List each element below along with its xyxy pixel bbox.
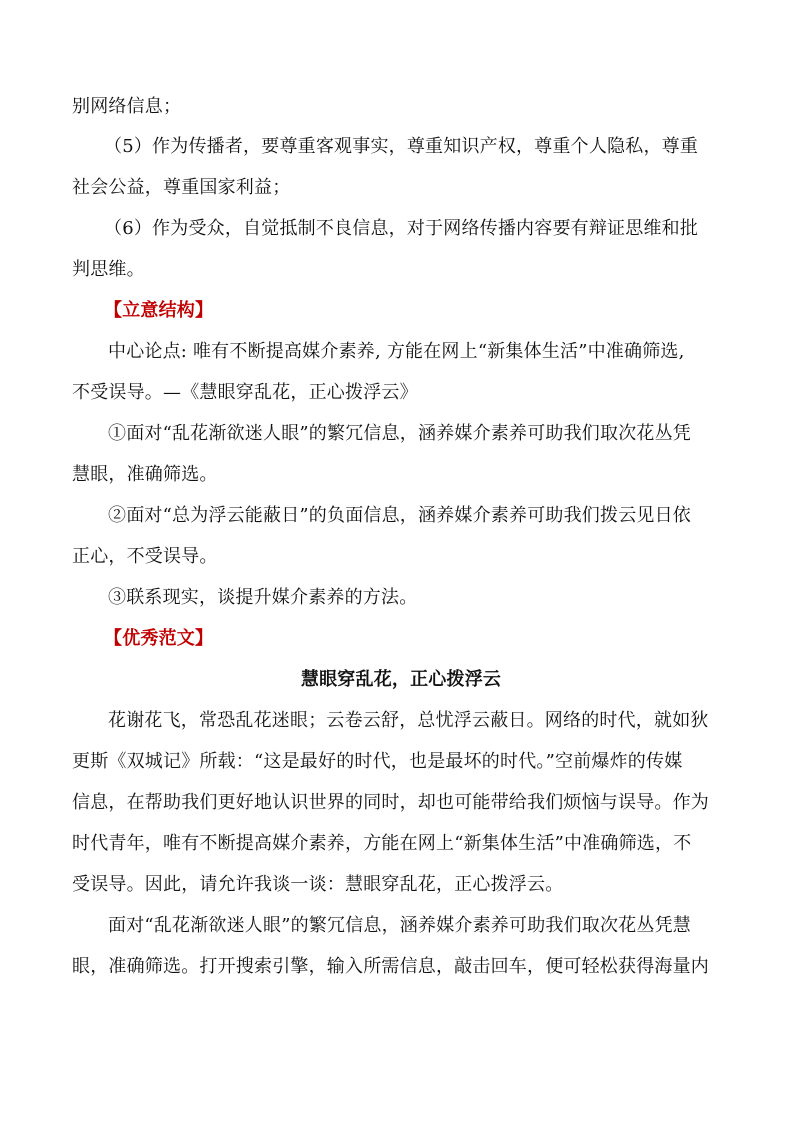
text-line: ②面对“总为浮云能蔽日”的负面信息，涵养媒介素养可助我们拨云见日依 (108, 505, 692, 526)
text-line: （5）作为传播者，要尊重客观事实，尊重知识产权，尊重个人隐私，尊重 (104, 136, 699, 157)
text-line: 花谢花飞，常恐乱花迷眼；云卷云舒，总忧浮云蔽日。网络的时代，就如狄 (108, 710, 709, 731)
essay-title: 慧眼穿乱花，正心拨浮云 (300, 669, 502, 690)
text-line: 眼，准确筛选。打开搜索引擎，输入所需信息，敲击回车，便可轻松获得海量内 (72, 956, 709, 977)
text-line: 别网络信息； (72, 96, 182, 117)
text-line: （6）作为受众，自觉抵制不良信息，对于网络传播内容要有辩证思维和批 (104, 218, 699, 239)
text-line: 慧眼，准确筛选。 (72, 464, 218, 485)
text-line: 更斯《双城记》所载：“这是最好的时代，也是最坏的时代。”空前爆炸的传媒 (72, 751, 683, 772)
text-line: 时代青年，唯有不断提高媒介素养，方能在网上“新集体生活”中准确筛选，不 (72, 833, 692, 854)
text-line: 信息，在帮助我们更好地认识世界的同时，却也可能带给我们烦恼与误导。作为 (72, 792, 709, 813)
text-line: 社会公益，尊重国家利益； (72, 177, 291, 198)
text-line: 不受误导。—《慧眼穿乱花，正心拨浮云》 (72, 382, 418, 403)
section-heading-structure: 【立意结构】 (104, 300, 214, 321)
text-line: 面对“乱花渐欲迷人眼”的繁冗信息，涵养媒介素养可助我们取次花丛凭慧 (108, 915, 692, 936)
text-line: ③联系现实，谈提升媒介素养的方法。 (108, 587, 418, 608)
text-line: 正心，不受误导。 (72, 546, 218, 567)
section-heading-essay: 【优秀范文】 (104, 628, 214, 649)
text-line: ①面对“乱花渐欲迷人眼”的繁冗信息，涵养媒介素养可助我们取次花丛凭 (108, 423, 692, 444)
text-line: 中心论点: 唯有不断提高媒介素养, 方能在网上“新集体生活”中准确筛选, (108, 341, 685, 362)
text-line: 判思维。 (72, 259, 145, 280)
text-line: 受误导。因此，请允许我谈一谈：慧眼穿乱花，正心拨浮云。 (72, 874, 564, 895)
